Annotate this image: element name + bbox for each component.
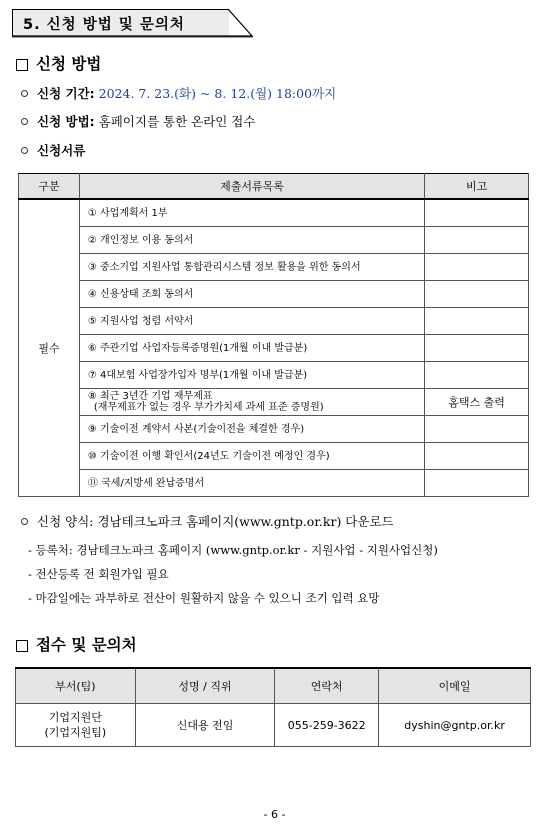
documents-table — [18, 173, 529, 497]
document-item: ⑥ 주관기업 사업자등록증명원(1개월 이내 발급분) — [79, 335, 424, 362]
document-item-line2: (재무제표가 없는 경우 부가가치세 과세 표준 증명원) — [93, 402, 324, 413]
header-documents: 제출서류목록 — [79, 174, 424, 200]
section-title: 5. 신청 방법 및 문의처 — [23, 17, 185, 33]
table-row — [19, 227, 529, 254]
table-row — [19, 389, 529, 416]
note-cell — [425, 416, 529, 443]
contact-phone: 055-259-3622 — [275, 704, 379, 747]
table-row — [19, 281, 529, 308]
table-row — [19, 335, 529, 362]
docs-label: 신청서류 — [37, 143, 86, 158]
contact-table — [15, 667, 531, 747]
header-category: 구분 — [19, 174, 80, 200]
table-row — [19, 470, 529, 497]
form-label: 신청 양식: — [37, 514, 94, 529]
note-cell — [425, 254, 529, 281]
header-phone: 연락처 — [275, 668, 379, 704]
team-name: (기업지원팀) — [44, 726, 107, 739]
document-item — [79, 389, 424, 416]
method-line — [21, 112, 255, 130]
page-number: - 6 - — [263, 808, 286, 821]
note-cell — [425, 308, 529, 335]
period-line — [21, 84, 336, 102]
note-deadline: - 마감일에는 과부하로 전산이 원활하지 않을 수 있으니 조기 입력 요망 — [28, 591, 380, 605]
note-cell — [425, 199, 529, 227]
header-note: 비고 — [425, 174, 529, 200]
contact-heading: 접수 및 문의처 — [36, 636, 137, 654]
document-item-line1: ⑧ 최근 3년간 기업 재무제표 — [87, 391, 213, 402]
department-cell — [16, 704, 136, 747]
note-cell — [425, 227, 529, 254]
header-department: 부서(팀) — [16, 668, 136, 704]
note-cell — [425, 443, 529, 470]
period-label: 신청 기간: — [37, 86, 95, 101]
circle-bullet-icon — [21, 518, 28, 525]
note-cell: 홈택스 출력 — [425, 389, 529, 416]
circle-bullet-icon — [21, 118, 28, 125]
note-cell — [425, 470, 529, 497]
table-row — [16, 704, 531, 747]
department-name: 기업지원단 — [48, 711, 102, 724]
section-title-border — [12, 9, 262, 38]
method-label: 신청 방법: — [37, 114, 95, 129]
contact-email: dyshin@gntp.or.kr — [379, 704, 531, 747]
document-item: ⑩ 기술이전 이행 확인서(24년도 기술이전 예정인 경우) — [79, 443, 424, 470]
document-item: ② 개인정보 이용 동의서 — [79, 227, 424, 254]
header-email: 이메일 — [379, 668, 531, 704]
table-row — [19, 308, 529, 335]
document-item: ① 사업계획서 1부 — [79, 199, 424, 227]
table-row — [19, 362, 529, 389]
table-row — [19, 443, 529, 470]
document-item: ⑪ 국세/지방세 완납증명서 — [79, 470, 424, 497]
square-icon — [16, 59, 28, 71]
period-value: 2024. 7. 23.(화) ~ 8. 12.(월) 18:00까지 — [98, 86, 337, 101]
circle-bullet-icon — [21, 90, 28, 97]
document-item: ④ 신용상태 조회 동의서 — [79, 281, 424, 308]
note-signup: - 전산등록 전 회원가입 필요 — [28, 567, 169, 581]
document-item: ⑤ 지원사업 청렴 서약서 — [79, 308, 424, 335]
note-registration: - 등록처: 경남테크노파크 홈페이지 (www.gntp.or.kr - 지원사업 - 지원사업신청) — [28, 543, 438, 557]
docs-line — [21, 141, 85, 159]
category-cell: 필수 — [19, 199, 80, 497]
note-cell — [425, 335, 529, 362]
document-item: ⑨ 기술이전 계약서 사본(기술이전을 체결한 경우) — [79, 416, 424, 443]
table-row — [19, 254, 529, 281]
form-line — [21, 512, 394, 530]
method-value: 홈페이지를 통한 온라인 접수 — [98, 114, 256, 129]
circle-bullet-icon — [21, 147, 28, 154]
table-row — [19, 416, 529, 443]
header-name-title: 성명 / 직위 — [135, 668, 275, 704]
note-cell — [425, 362, 529, 389]
table-row — [19, 199, 529, 227]
apply-heading: 신청 방법 — [36, 55, 102, 73]
document-item: ③ 중소기업 지원사업 통합관리시스템 정보 활용을 위한 동의서 — [79, 254, 424, 281]
square-icon — [16, 640, 28, 652]
note-cell — [425, 281, 529, 308]
form-value: 경남테크노파크 홈페이지(www.gntp.or.kr) 다운로드 — [97, 514, 394, 529]
table-header-row — [16, 668, 531, 704]
table-header-row — [19, 174, 529, 200]
contact-name: 신대용 전임 — [135, 704, 275, 747]
document-item: ⑦ 4대보험 사업장가입자 명부(1개월 이내 발급분) — [79, 362, 424, 389]
